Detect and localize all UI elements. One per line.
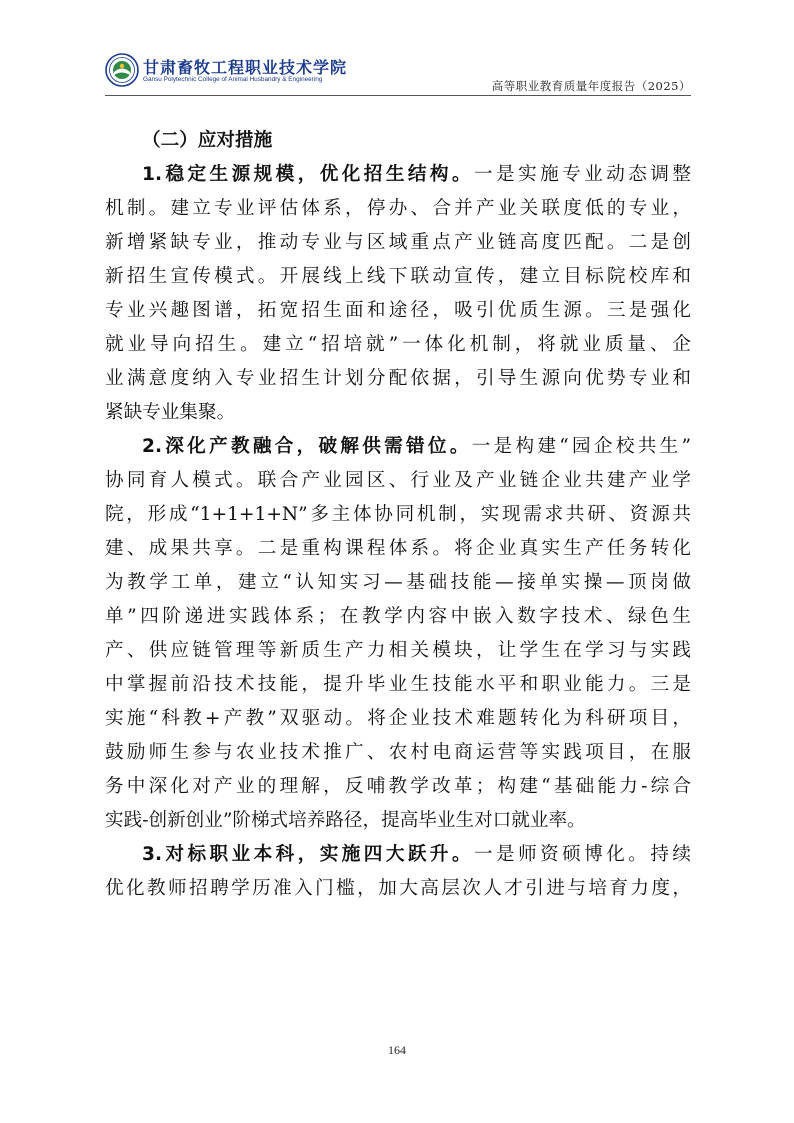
paragraph-2-line-6: 单”四阶递进实践体系；在教学内容中嵌入数字技术、绿色生	[105, 606, 691, 627]
section-heading: （二）应对措施	[142, 130, 273, 151]
paragraph-2-lead: 2.深化产教融合，破解供需错位。	[142, 436, 472, 457]
header-divider	[105, 95, 691, 96]
paragraph-3-lead: 3.对标职业本科，实施四大跃升。	[142, 844, 475, 865]
college-name: 甘肃畜牧工程职业技术学院	[143, 58, 348, 77]
paragraph-1-text: 一是实施专业动态调整	[474, 164, 691, 185]
paragraph-1-lead: 1.稳定生源规模，优化招生结构。	[142, 164, 475, 185]
paragraph-2-line-2: 协同育人模式。联合产业园区、行业及产业链企业共建产业学	[105, 470, 691, 491]
paragraph-2-line-4: 建、成果共享。二是重构课程体系。将企业真实生产任务转化	[105, 538, 691, 559]
paragraph-2-line-5: 为教学工单，建立“认知实习—基础技能—接单实操—顶岗做	[105, 572, 691, 593]
paragraph-2-text: 一是构建“园企校共生”	[471, 436, 691, 457]
page-number: 164	[388, 1043, 406, 1057]
paragraph-3-text: 一是师资硕博化。持续	[474, 844, 691, 865]
paragraph-1-line-6: 就业导向招生。建立“招培就”一体化机制，将就业质量、企	[105, 334, 691, 355]
paragraph-2-line-12: 实践-创新创业”阶梯式培养路径，提高毕业生对口就业率。	[105, 810, 586, 831]
page-header	[105, 48, 691, 96]
paragraph-2-line-10: 鼓励师生参与农业技术推广、农村电商运营等实践项目，在服	[105, 742, 691, 763]
paragraph-2-line-1	[105, 430, 691, 464]
paragraph-1-line-7: 业满意度纳入专业招生计划分配依据，引导生源向优势专业和	[105, 368, 691, 389]
paragraph-1-line-8: 紧缺专业集聚。	[105, 402, 236, 423]
report-title: 高等职业教育质量年度报告（2025）	[491, 79, 691, 93]
paragraph-2-line-11: 务中深化对产业的理解，反哺教学改革；构建“基础能力-综合	[105, 776, 691, 797]
college-logo-icon	[105, 53, 139, 87]
paragraph-2-line-3: 院，形成“1+1+1+N”多主体协同机制，实现需求共研、资源共	[105, 504, 691, 525]
paragraph-1-line-2: 机制。建立专业评估体系，停办、合并产业关联度低的专业，	[105, 198, 691, 219]
document-body	[105, 124, 691, 906]
paragraph-1-line-4: 新招生宣传模式。开展线上线下联动宣传，建立目标院校库和	[105, 266, 691, 287]
paragraph-2-line-7: 产、供应链管理等新质生产力相关模块，让学生在学习与实践	[105, 640, 691, 661]
paragraph-3-line-2: 优化教师招聘学历准入门槛，加大高层次人才引进与培育力度，	[105, 878, 691, 899]
paragraph-3-line-1	[105, 838, 691, 872]
paragraph-1-line-1	[105, 158, 691, 192]
paragraph-2-line-9: 实施“科教+产教”双驱动。将企业技术难题转化为科研项目，	[105, 708, 691, 729]
paragraph-2-line-8: 中掌握前沿技术技能，提升毕业生技能水平和职业能力。三是	[105, 674, 691, 695]
paragraph-1-line-3: 新增紧缺专业，推动专业与区域重点产业链高度匹配。二是创	[105, 232, 691, 253]
paragraph-1-line-5: 专业兴趣图谱，拓宽招生面和途径，吸引优质生源。三是强化	[105, 300, 691, 321]
college-name-english: Gansu Polytechnic College of Animal Husbandry & Engineering	[143, 76, 323, 83]
